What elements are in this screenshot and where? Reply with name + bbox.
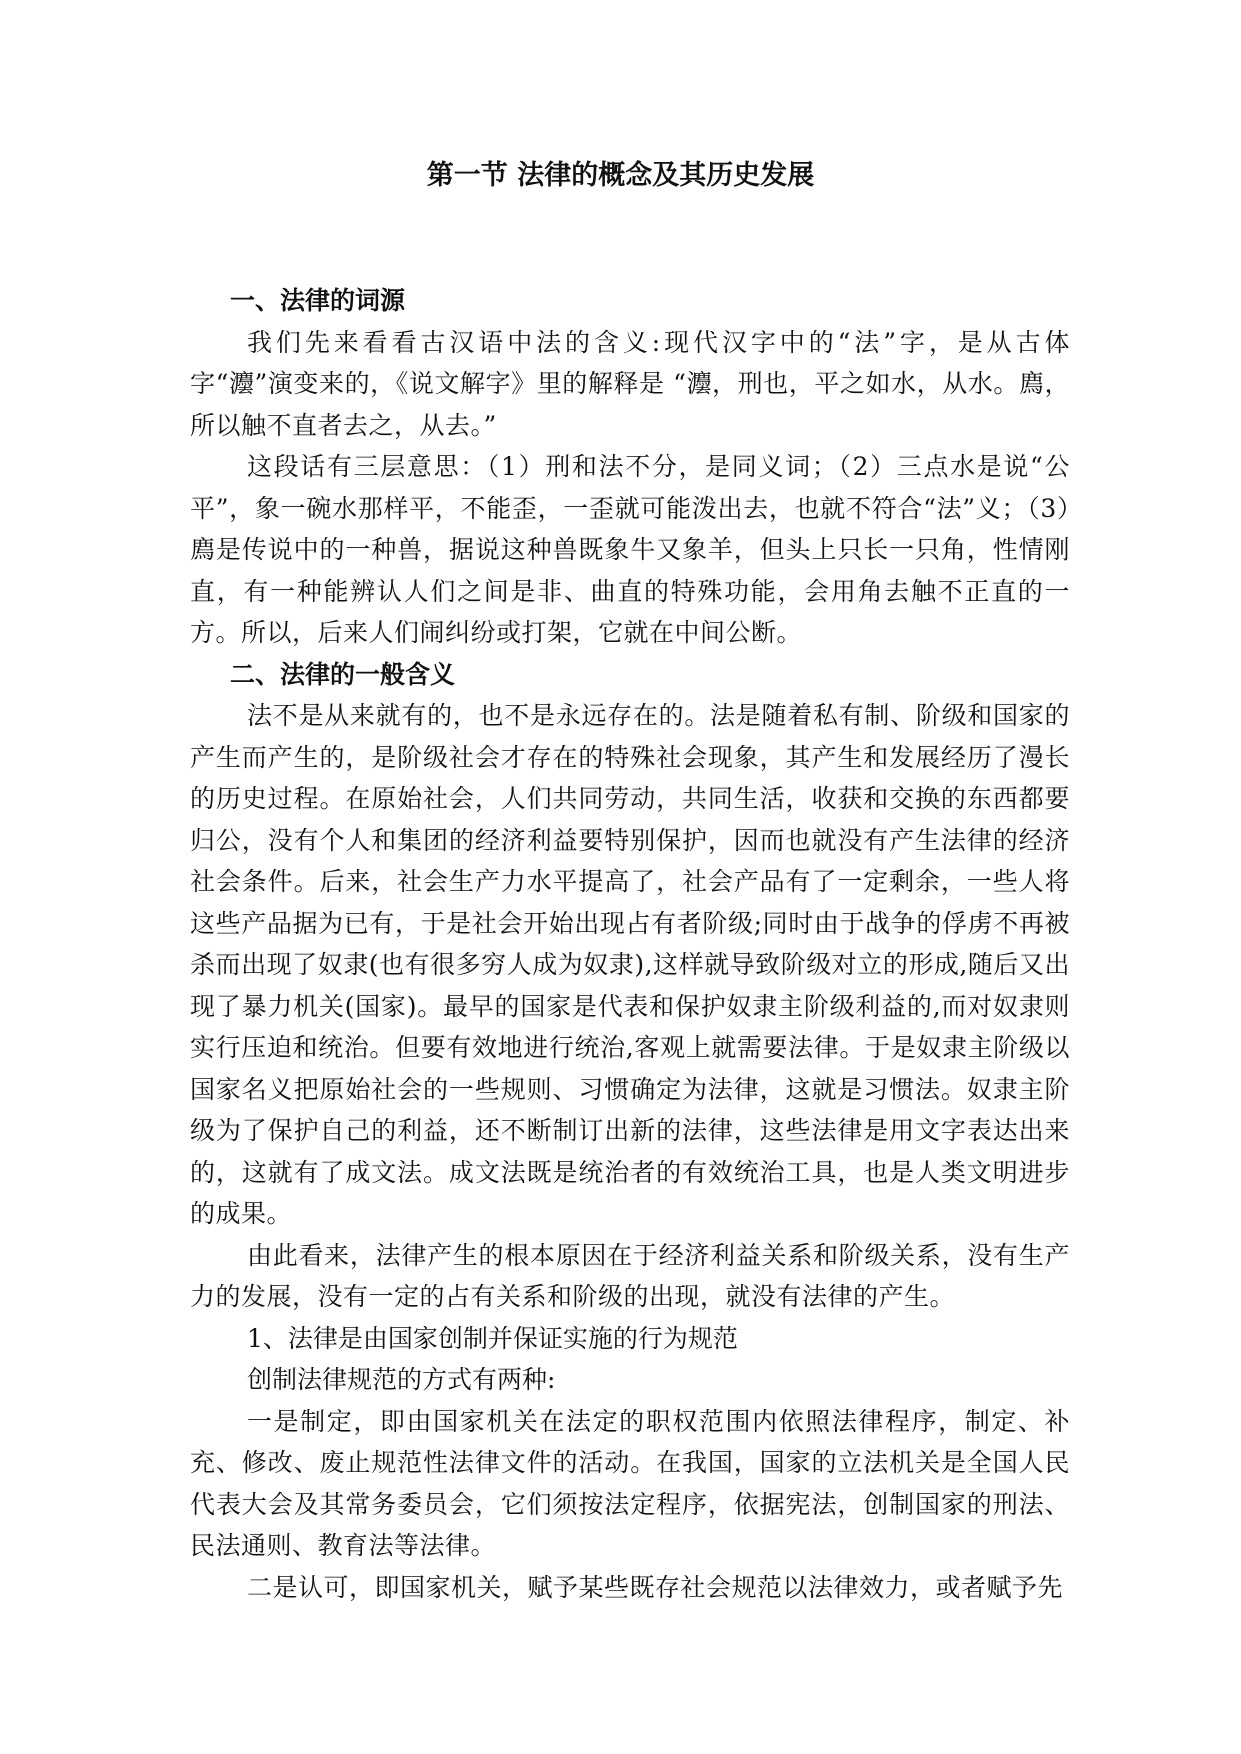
- paragraph-etymology-2: 这段话有三层意思：（1）刑和法不分，是同义词；（2）三点水是说“公平”，象一碗水那样平，不能歪，一歪就可能泼出去，也就不符合“法”义；（3）廌是传说中的一种兽，据说这种兽既象牛又象羊，但头上只长一只角，性情刚直，有一种能辨认人们之间是非、曲直的特殊功能，会用角去触不正直的一方。所以，后来人们闹纠纷或打架，它就在中间公断。: [190, 452, 1070, 647]
- paragraph-recognition: 二是认可，即国家机关，赋予某些既存社会规范以法律效力，或者赋予先: [247, 1572, 1064, 1602]
- document-body: [190, 280, 1070, 1608]
- paragraph-enactment: 一是制定，即由国家机关在法定的职权范围内依照法律程序，制定、补充、修改、废止规范性法律文件的活动。在我国，国家的立法机关是全国人民代表大会及其常务委员会，它们须按法定程序，依据宪法，创制国家的刑法、民法通则、教育法等法律。: [190, 1406, 1070, 1560]
- paragraph-etymology-1: 我们先来看看古汉语中法的含义:现代汉字中的“法”字，是从古体字“灋”演变来的，《说文解字》里的解释是 “灋，刑也，平之如水，从水。廌，所以触不直者去之，从去。”: [190, 327, 1070, 440]
- subheading-creation-methods: 创制法律规范的方式有两种:: [247, 1365, 556, 1394]
- section-heading-general-meaning: 二、法律的一般含义: [230, 659, 456, 689]
- subheading-state-created: 1、法律是由国家创制并保证实施的行为规范: [247, 1323, 738, 1353]
- section-heading-etymology: 一、法律的词源: [230, 286, 406, 315]
- paragraph-general-meaning-1: 法不是从来就有的，也不是永远存在的。法是随着私有制、阶级和国家的产生而产生的，是阶级社会才存在的特殊社会现象，其产生和发展经历了漫长的历史过程。在原始社会，人们共同劳动，共同生活，收获和交换的东西都要归公，没有个人和集团的经济利益要特别保护，因而也就没有产生法律的经济社会条件。后来，社会生产力水平提高了，社会产品有了一定剩余，一些人将这些产品据为已有，于是社会开始出现占有者阶级;同时由于战争的俘虏不再被杀而出现了奴隶(也有很多穷人成为奴隶),这样就导致阶级对立的形成,随后又出现了暴力机关(国家)。最早的国家是代表和保护奴隶主阶级利益的,而对奴隶则实行压迫和统治。但要有效地进行统治,客观上就需要法律。于是奴隶主阶级以国家名义把原始社会的一些规则、习惯确定为法律，这就是习惯法。奴隶主阶级为了保护自己的利益，还不断制订出新的法律，这些法律是用文字表达出来的，这就有了成文法。成文法既是统治者的有效统治工具，也是人类文明进步的成果。: [190, 701, 1070, 1228]
- page-title: 第一节 法律的概念及其历史发展: [426, 160, 815, 191]
- paragraph-general-meaning-2: 由此看来，法律产生的根本原因在于经济利益关系和阶级关系，没有生产力的发展，没有一定的占有关系和阶级的出现，就没有法律的产生。: [190, 1240, 1070, 1311]
